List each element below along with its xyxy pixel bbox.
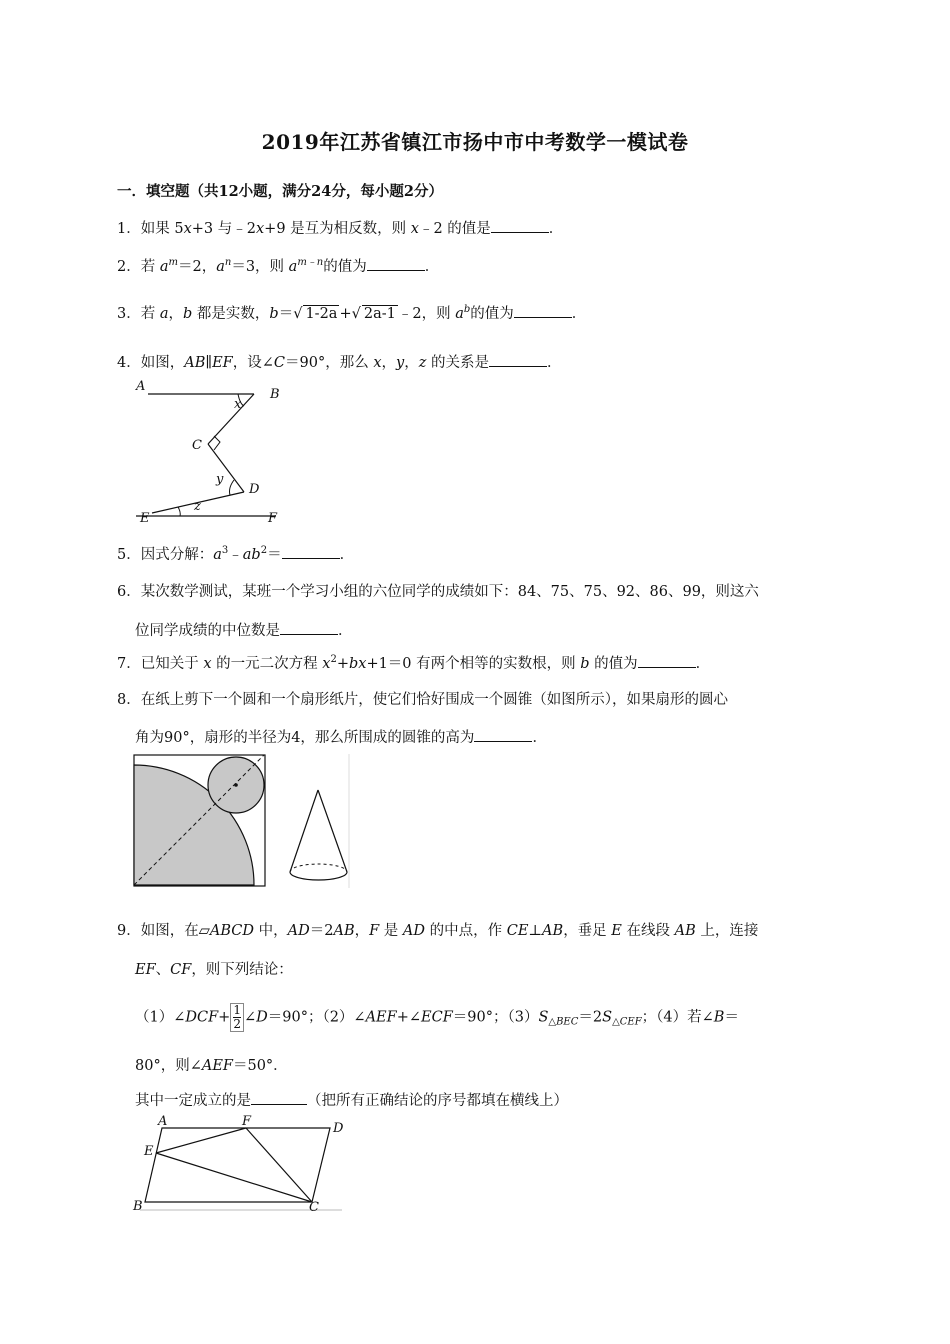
- q3-answer-blank[interactable]: [514, 304, 572, 318]
- q9-text: ，: [354, 923, 370, 939]
- cone-base-front: [290, 872, 347, 880]
- q2-text: ＝3，则: [231, 259, 289, 275]
- angle-arc-y: [230, 480, 235, 495]
- q9-text: ＝2: [309, 923, 334, 939]
- q9-text: 中，: [254, 923, 288, 939]
- q3-text: 都是实数，: [192, 306, 270, 322]
- segment-cd: [208, 444, 244, 492]
- q3-text: 的值为: [470, 306, 514, 322]
- question-1: [117, 217, 563, 238]
- question-9-conclusions: [135, 1003, 739, 1032]
- q3-text: ＝: [278, 306, 294, 322]
- label-z: z: [194, 499, 201, 514]
- q4-text: ，: [404, 355, 419, 371]
- figure-q8: [133, 754, 353, 888]
- question-2: [117, 253, 439, 276]
- q9-var: S: [602, 1009, 613, 1026]
- q9-text: +: [218, 1009, 231, 1026]
- q5-var: a: [213, 547, 222, 563]
- q4-text: ＝90°，那么: [285, 355, 374, 371]
- question-8-line-2: [135, 726, 547, 747]
- q5-var: ab: [242, 547, 261, 563]
- segment-fc: [246, 1128, 312, 1202]
- label-c: C: [309, 1200, 319, 1215]
- label-e: E: [144, 1144, 154, 1159]
- label-e: E: [140, 511, 150, 526]
- q8-text: 在纸上剪下一个圆和一个扇形纸片，使它们恰好围成一个圆锥（如图所示），如果扇形的圆心: [140, 692, 728, 708]
- q6-end: ．: [338, 623, 353, 639]
- q3-radicand-2: 2a-1: [363, 306, 396, 322]
- q9-text: ∠: [243, 1009, 257, 1026]
- q2-var: a: [159, 259, 169, 275]
- q4-answer-blank[interactable]: [489, 353, 547, 367]
- q9-text: 如图，在: [140, 923, 199, 939]
- q2-text: 的值为: [323, 259, 367, 275]
- cone-base-back: [290, 864, 347, 872]
- q9-text: ＝2: [578, 1009, 603, 1026]
- q6-number: 6．: [117, 584, 141, 600]
- q1-answer-blank[interactable]: [491, 219, 549, 233]
- label-y: y: [216, 472, 224, 487]
- q9-text: ；（4）若∠: [641, 1009, 714, 1026]
- q3-text: +: [339, 306, 352, 322]
- q3-number: 3．: [117, 306, 141, 322]
- q9-var: D: [256, 1009, 268, 1026]
- section-heading: 一．填空题（共12小题，满分24分，每小题2分）: [117, 183, 443, 200]
- q2-answer-blank[interactable]: [367, 257, 425, 271]
- question-3: [117, 302, 586, 323]
- q9-text: 80°，则∠: [135, 1058, 202, 1074]
- q6-answer-blank[interactable]: [280, 621, 338, 635]
- q4-text: ∥: [205, 355, 213, 371]
- q7-number: 7．: [117, 656, 141, 672]
- fraction-half: [230, 1003, 244, 1032]
- q3-text: ﹣2，则: [397, 306, 456, 322]
- q7-end: ．: [695, 656, 711, 672]
- page-title: 2019年江苏省镇江市扬中市中考数学一模试卷: [261, 130, 689, 154]
- q5-exp: 3: [221, 545, 229, 556]
- question-9-line-4: [135, 1054, 288, 1075]
- sqrt-symbol: √: [351, 306, 361, 322]
- label-x: x: [234, 397, 242, 412]
- q7-text: 的一元二次方程: [211, 656, 323, 672]
- q4-text: ，: [381, 355, 396, 371]
- q9-text: 上，连接: [695, 923, 759, 939]
- label-b: B: [133, 1199, 143, 1214]
- q7-text: 已知关于: [140, 656, 204, 672]
- q9-var: EF: [135, 962, 156, 978]
- q8-text: 角为90°，扇形的半径为4，那么所围成的圆锥的高为: [135, 730, 475, 746]
- q2-exp: m﹣n: [297, 257, 324, 268]
- label-f: F: [242, 1114, 252, 1129]
- q9-var: S: [538, 1009, 549, 1026]
- q7-text: +: [336, 656, 349, 672]
- center-dot: [234, 783, 238, 787]
- q4-var: EF: [212, 355, 233, 371]
- q9-text: ＝90°；（2）∠: [267, 1009, 366, 1026]
- q8-answer-blank[interactable]: [474, 728, 532, 742]
- q3-var: a: [159, 306, 169, 322]
- q1-var: x: [410, 221, 419, 237]
- q5-text: 因式分解：: [140, 547, 214, 563]
- q8-end: ．: [532, 730, 547, 746]
- figure-q9: [130, 1114, 350, 1214]
- cone-right-edge: [318, 790, 347, 872]
- q9-text: ，则下列结论：: [191, 962, 293, 978]
- question-7: [117, 652, 710, 673]
- q4-var: C: [273, 355, 285, 371]
- q9-var: B: [713, 1009, 725, 1026]
- q3-radicand-1: 1-2a: [305, 306, 338, 322]
- q2-end: ．: [424, 259, 440, 275]
- q2-var: a: [216, 259, 225, 275]
- q3-var: b: [183, 306, 193, 322]
- q9-text: 的中点，作: [425, 923, 507, 939]
- question-9-line-5: [135, 1089, 568, 1110]
- q9-answer-blank[interactable]: [251, 1091, 307, 1105]
- q3-text: 若: [140, 306, 160, 322]
- q4-text: 如图，: [140, 355, 185, 371]
- figure-q4: [130, 376, 290, 528]
- q1-text: +9 是互为相反数，则: [264, 221, 411, 237]
- parallelogram-symbol: ▱: [198, 923, 210, 939]
- q7-var: x: [322, 656, 331, 672]
- q9-text: ⊥: [528, 923, 543, 939]
- q9-var: AEF: [201, 1058, 233, 1074]
- q2-number: 2．: [117, 259, 141, 275]
- q6-text: 某次数学测试，某班一个学习小组的六位同学的成绩如下：84、75、75、92、86、99，则这六: [140, 584, 759, 600]
- q1-text: +3 与﹣2: [191, 221, 256, 237]
- q9-number: 9．: [117, 923, 141, 939]
- q9-var: F: [369, 923, 380, 939]
- question-9-line-2: [135, 958, 293, 979]
- q1-text: 如果 5: [140, 221, 184, 237]
- q9-text: ＝: [724, 1009, 739, 1026]
- q4-var: x: [373, 355, 382, 371]
- q1-var: x: [183, 221, 192, 237]
- q9-var: E: [611, 923, 622, 939]
- q9-var: AB: [674, 923, 696, 939]
- q4-end: ．: [546, 355, 562, 371]
- q9-var: ECF: [421, 1009, 453, 1026]
- q9-text: ＝50°．: [232, 1058, 288, 1074]
- q9-text: ，垂足: [563, 923, 612, 939]
- label-d: D: [249, 482, 260, 497]
- q9-var: AEF: [365, 1009, 397, 1026]
- label-d: D: [333, 1121, 344, 1136]
- q7-exp: 2: [330, 654, 337, 665]
- question-4: [117, 351, 561, 372]
- q7-answer-blank[interactable]: [638, 654, 696, 668]
- q9-text: （把所有正确结论的序号都填在横线上）: [307, 1093, 568, 1109]
- q4-var: z: [418, 355, 427, 371]
- q5-number: 5．: [117, 547, 141, 563]
- segment-ef: [156, 1128, 246, 1153]
- q7-var: b: [580, 656, 590, 672]
- label-c: C: [192, 438, 202, 453]
- q3-text: ，: [168, 306, 183, 322]
- q1-var: x: [255, 221, 265, 237]
- question-6-line-2: [135, 619, 353, 640]
- q5-exp: 2: [260, 545, 268, 556]
- q9-var: ABCD: [209, 923, 255, 939]
- q9-var: DCF: [185, 1009, 219, 1026]
- q1-text: ﹣2 的值是: [418, 221, 491, 237]
- q2-text: 若: [140, 259, 160, 275]
- fraction-numerator: 1: [233, 1003, 241, 1017]
- q7-text: 的值为: [589, 656, 638, 672]
- segment-ec: [156, 1153, 312, 1202]
- q1-number: 1．: [117, 221, 141, 237]
- q4-text: 的关系是: [426, 355, 489, 371]
- question-6: [117, 580, 759, 601]
- q9-text: 其中一定成立的是: [135, 1093, 251, 1109]
- q9-var: CE: [506, 923, 529, 939]
- q2-text: ＝2，: [177, 259, 217, 275]
- label-f: F: [268, 511, 278, 526]
- q3-var: b: [269, 306, 279, 322]
- cone-left-edge: [290, 790, 318, 872]
- q2-exp: m: [168, 257, 178, 268]
- q3-end: ．: [571, 306, 587, 322]
- question-9: [117, 919, 758, 940]
- q9-text: 、: [155, 962, 171, 978]
- q9-text: 在线段: [621, 923, 675, 939]
- q8-number: 8．: [117, 692, 141, 708]
- q7-var: bx: [348, 656, 367, 672]
- q5-text: ﹣: [228, 547, 243, 563]
- q7-text: +1＝0 有两个相等的实数根，则: [366, 656, 581, 672]
- q6-text: 位同学成绩的中位数是: [135, 623, 280, 639]
- q5-end: ．: [339, 547, 355, 563]
- q2-var: a: [288, 259, 298, 275]
- q9-text: 是: [379, 923, 403, 939]
- q5-text: ＝: [267, 547, 282, 563]
- q3-exp: b: [463, 304, 471, 315]
- q4-var: AB: [184, 355, 206, 371]
- label-a: A: [136, 379, 146, 394]
- q4-var: y: [396, 355, 405, 371]
- q9-text: +∠: [396, 1009, 422, 1026]
- question-5: [117, 543, 354, 564]
- sqrt-symbol: √: [293, 306, 303, 322]
- q7-var: x: [203, 656, 212, 672]
- question-8: [117, 688, 728, 709]
- q2-exp: n: [224, 257, 232, 268]
- label-b: B: [270, 387, 280, 402]
- q9-var: AD: [287, 923, 310, 939]
- q9-subscript: △CEF: [612, 1016, 642, 1028]
- q9-subscript: △BEC: [548, 1016, 579, 1028]
- q4-text: ，设∠: [232, 355, 274, 371]
- q9-text: ＝90°；（3）: [452, 1009, 539, 1026]
- fraction-denominator: 2: [233, 1017, 241, 1031]
- q9-var: AB: [542, 923, 564, 939]
- q9-var: CF: [170, 962, 192, 978]
- q1-end: ．: [548, 221, 564, 237]
- q4-number: 4．: [117, 355, 141, 371]
- label-a: A: [158, 1114, 168, 1129]
- q9-text: （1）∠: [135, 1009, 186, 1026]
- q9-var: AD: [402, 923, 425, 939]
- q3-var: a: [455, 306, 464, 322]
- q9-var: AB: [333, 923, 355, 939]
- right-angle-mark: [214, 436, 220, 450]
- q5-answer-blank[interactable]: [282, 545, 340, 559]
- angle-arc-z: [178, 507, 180, 516]
